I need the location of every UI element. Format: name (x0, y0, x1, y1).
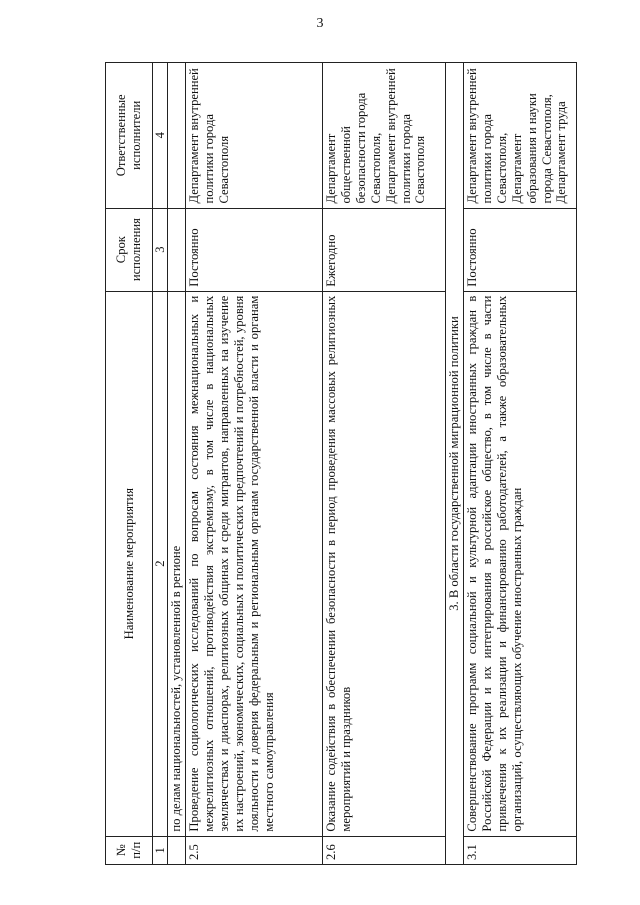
row-term: Постоянно (464, 208, 577, 291)
row-measure-name: Проведение социологических исследований по вопросам состояния межнациональных и межрелигиозных отношений, противодействия экстремизму, в том числе в национальных землячествах и диаспорах, религиозных общинах и среди мигрантов, направленных на изучение их настроений, экономических, социальных и политических предпочтений и потребностей, уровня лояльности и доверия федеральным и региональным органам государственной власти и органам местного самоуправления (186, 291, 323, 836)
header-number: № п/п (106, 836, 153, 864)
row-number: 3.1 (464, 836, 577, 864)
row-number: 2.6 (323, 836, 446, 864)
table-row (323, 63, 446, 865)
continuation-row (168, 63, 186, 865)
column-number-1: 1 (153, 836, 168, 864)
row-term: Ежегодно (323, 208, 446, 291)
table-header-row (106, 63, 153, 865)
row-number: 2.5 (186, 836, 323, 864)
row-measure-name: Оказание содействия в обеспечении безопасности в период проведения массовых религиозных мероприятий и праздников (323, 291, 446, 836)
section-3-title: 3. В области государственной миграционной политики (446, 63, 464, 865)
section-heading-row (446, 63, 464, 865)
continuation-number-cell (168, 836, 186, 864)
row-executors: Департамент внутренней политики города Севастополя (186, 63, 323, 209)
column-number-2: 2 (153, 291, 168, 836)
header-term: Срок исполнения (106, 208, 153, 291)
continuation-term-cell (168, 208, 186, 291)
row-executors: Департамент внутренней политики города Севастополя, Департамент образования и науки города Севастополя, Департамент труда (464, 63, 577, 209)
plan-table (105, 62, 577, 865)
column-number-row (153, 63, 168, 865)
column-number-3: 3 (153, 208, 168, 291)
table-row (464, 63, 577, 865)
row-executors: Департамент общественной безопасности города Севастополя, Департамент внутренней политики города Севастополя (323, 63, 446, 209)
row-measure-name: Совершенствование программ социальной и культурной адаптации иностранных граждан в Российской Федерации и их интегрирования в российское общество, в том числе в части привлечения к их реализации и финансированию работодателей, а также образовательных организаций, осуществляющих обучение иностранных граждан (464, 291, 577, 836)
table-row (186, 63, 323, 865)
row-term: Постоянно (186, 208, 323, 291)
rotated-table-container (105, 62, 589, 865)
header-measure-name: Наименование мероприятия (106, 291, 153, 836)
column-number-4: 4 (153, 63, 168, 209)
header-executors: Ответственные исполнители (106, 63, 153, 209)
page-number: 3 (316, 16, 324, 31)
continuation-text: по делам национальностей, установленной в регионе (168, 291, 186, 836)
continuation-executors-cell (168, 63, 186, 209)
